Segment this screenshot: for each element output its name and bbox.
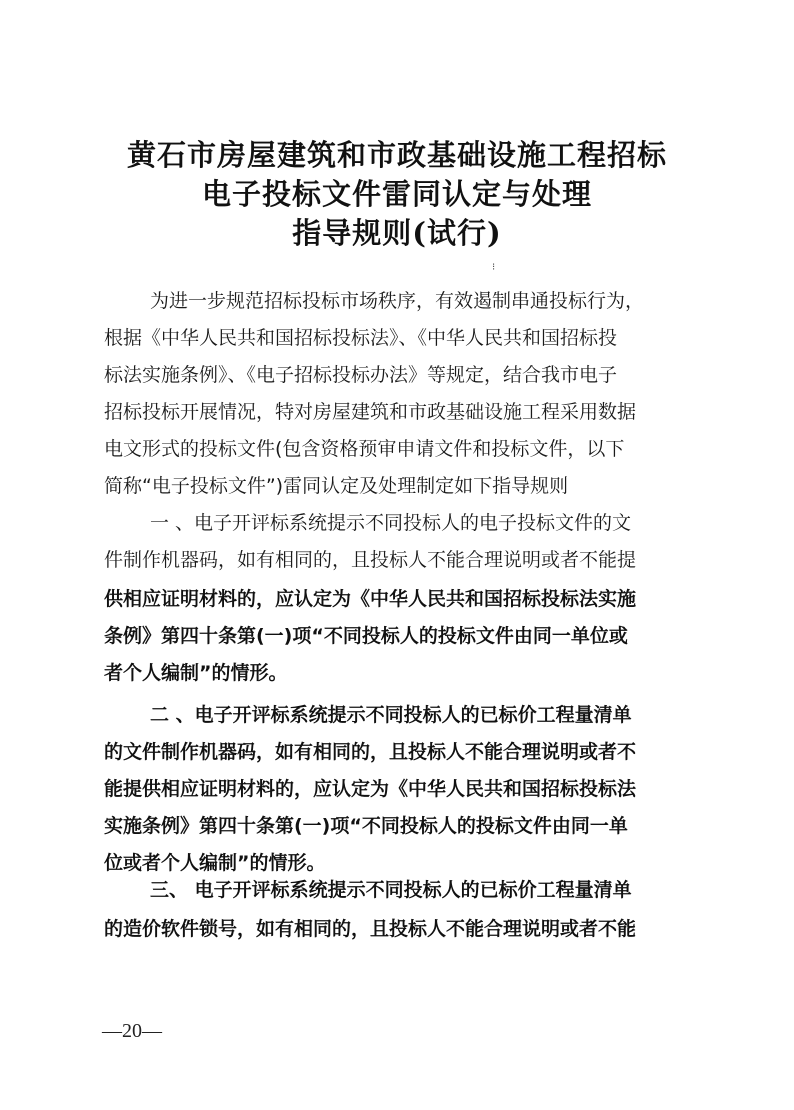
- document-title-line-2: 电子投标文件雷同认定与处理: [201, 177, 592, 211]
- section-2-line: 能提供相应证明材料的，应认定为《中华人民共和国招标投标法: [104, 778, 637, 800]
- document-title-line-3: 指导规则(试行): [292, 216, 502, 250]
- section-3-line: 三、 电子开评标系统提示不同投标人的已标价工程量清单: [150, 879, 632, 901]
- intro-line: 电文形式的投标文件(包含资格预审申请文件和投标文件，以下: [104, 438, 625, 460]
- section-2-line: 位或者个人编制”的情形。: [104, 852, 326, 874]
- section-1-line: 者个人编制”的情形。: [104, 662, 288, 684]
- section-2-line: 的文件制作机器码，如有相同的，且投标人不能合理说明或者不: [104, 741, 637, 763]
- section-3-line: 的造价软件锁号，如有相同的，且投标人不能合理说明或者不能: [104, 918, 637, 940]
- small-mark: ⁝: [492, 262, 496, 273]
- section-1-line: 供相应证明材料的，应认定为《中华人民共和国招标投标法实施: [104, 588, 637, 610]
- section-2-line: 实施条例》第四十条第(一)项“不同投标人的投标文件由同一单: [104, 815, 628, 837]
- intro-line: 招标投标开展情况，特对房屋建筑和市政基础设施工程采用数据: [104, 401, 637, 423]
- page-number: —20—: [102, 1020, 162, 1042]
- document-title-line-1: 黄石市房屋建筑和市政基础设施工程招标: [126, 138, 667, 172]
- intro-line: 为进一步规范招标投标市场秩序，有效遏制串通投标行为，: [150, 290, 645, 312]
- intro-line: 标法实施条例》、《电子招标投标办法》等规定，结合我市电子: [104, 364, 618, 386]
- section-2-line: 二 、电子开评标系统提示不同投标人的已标价工程量清单: [150, 704, 632, 726]
- section-1-line: 条例》第四十条第(一)项“不同投标人的投标文件由同一单位或: [104, 625, 628, 647]
- section-1-line: 件制作机器码，如有相同的，且投标人不能合理说明或者不能提: [104, 549, 637, 571]
- intro-line: 根据《中华人民共和国招标投标法》、《中华人民共和国招标投: [104, 327, 618, 349]
- intro-line: 简称“电子投标文件”)雷同认定及处理制定如下指导规则: [104, 475, 569, 497]
- section-1-line: 一 、电子开评标系统提示不同投标人的电子投标文件的文: [150, 512, 632, 534]
